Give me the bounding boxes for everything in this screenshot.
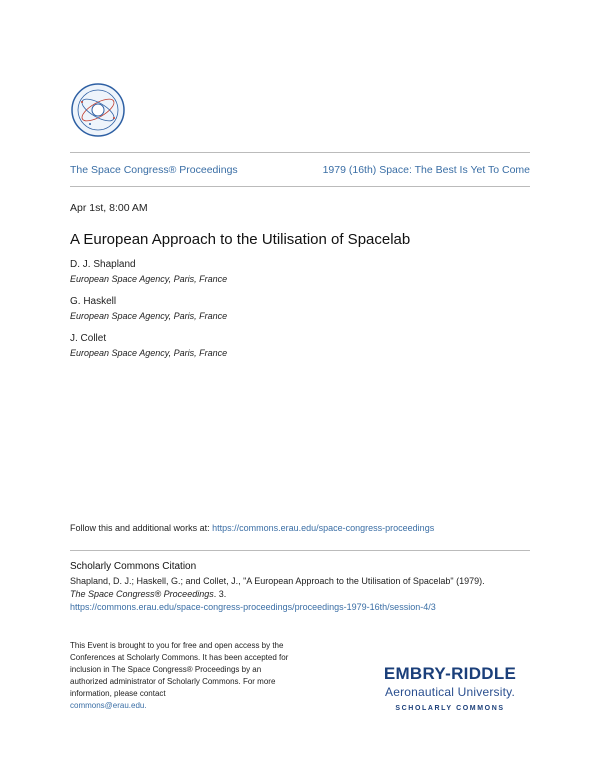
erau-scholarly-commons-logo[interactable] <box>370 664 530 712</box>
logo-line-aeronautical: Aeronautical University. <box>385 685 515 699</box>
follow-link[interactable]: https://commons.erau.edu/space-congress-proceedings <box>212 523 435 533</box>
follow-text: Follow this and additional works at: <box>70 523 213 533</box>
author-affiliation: European Space Agency, Paris, France <box>70 311 228 321</box>
header-divider <box>70 152 530 153</box>
author-affiliation: European Space Agency, Paris, France <box>70 348 228 358</box>
author-name: J. Collet <box>70 333 107 344</box>
citation-journal: The Space Congress® Proceedings <box>70 589 214 599</box>
notice-text: This Event is brought to you for free and open access by the Conferences at Scholarly Commons. It has been accepted for inclusion in The Space Congress® Proceedings by an authorized administrator of Scholarly Commons. For more information, please contact <box>70 641 289 698</box>
citation-source <box>70 589 226 599</box>
page-title: A European Approach to the Utilisation of Spacelab <box>70 231 411 248</box>
author-affiliation: European Space Agency, Paris, France <box>70 274 228 284</box>
follow-line <box>70 523 434 533</box>
citation-heading: Scholarly Commons Citation <box>70 561 197 572</box>
author-name: D. J. Shapland <box>70 259 136 270</box>
event-date: Apr 1st, 8:00 AM <box>70 202 148 214</box>
citation-link[interactable]: https://commons.erau.edu/space-congress-proceedings/proceedings-1979-16th/session-4/3 <box>70 602 436 612</box>
citation-line: Shapland, D. J.; Haskell, G.; and Collet, J., "A European Approach to the Utilisation of Spacelab" (1979). <box>70 576 485 586</box>
citation-divider <box>70 550 530 551</box>
logo-line-scholarly-commons: SCHOLARLY COMMONS <box>395 705 505 712</box>
header-divider-bottom <box>70 186 530 187</box>
space-congress-seal-icon <box>70 82 126 138</box>
logo-line-embry-riddle: EMBRY-RIDDLE <box>383 664 517 683</box>
access-notice <box>70 640 300 712</box>
author-name: G. Haskell <box>70 296 117 307</box>
proceedings-link[interactable]: The Space Congress® Proceedings <box>70 164 238 176</box>
citation-number: . 3. <box>213 589 227 599</box>
contact-email-link[interactable]: commons@erau.edu. <box>70 701 147 710</box>
event-link[interactable]: 1979 (16th) Space: The Best Is Yet To Come <box>322 164 530 176</box>
